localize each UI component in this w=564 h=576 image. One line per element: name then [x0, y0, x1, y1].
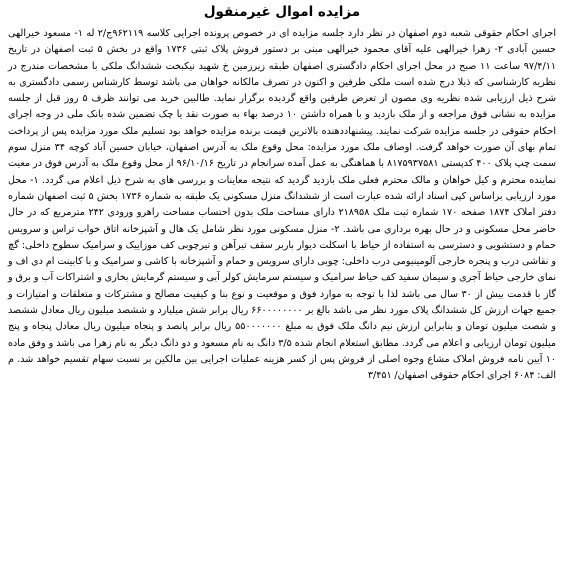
notice-item-2: ۲- منزل مسکونی مورد نظر شامل یک هال و آشپزخانه اتاق خواب تراس و سرویس حمام و دستشویی و دسترسی به استفاده از حیاط با اسکلت دیوار باربر سقف تیرآهن و تیرچوبی کف موزاییک و سرامیک سطوح داخلی: گچ و نقاشی درب و پنجره خارجی آلومینیومی درب داخلی: چوبی دارای سرویس و حمام و آشپزخانه با کاشی و سرامیک و با کابینت ام دی اف و نمای خارجی حیاط آجری و سیمان سفید کف حیاط سرامیک و سیستم سرمایش کولر آبی و سیستم گرمایش بخاری و اشتراکات آب و برق و گاز با قدمت بیش از ۳۰ سال می باشد لذا با توجه به موارد فوق و موقعیت و نوع بنا و کیفیت مصالح و مشترکات و متعلقات و امتیازات و جمیع جهات ارزش کل ششدانگ پلاک مورد نظر می باشد بالغ بر ۶۶۰۰۰۰۰۰۰۰ ریال برابر شش میلیارد و ششصد میلیون ریال معادل ششصد و شصت میلیون تومان و بنابراین ارزش نیم دانگ ملک فوق به مبلغ ۵۵۰۰۰۰۰۰۰ ریال برابر پانصد و پنجاه میلیون ریال معادل پنجاه و پنج میلیون تومان ارزیابی و اعلام می گردد. مطابق استعلام انجام شده ۳/۵ دانگ به نام مسعود و دو دانگ دیگر به نام زهرا می باشد و وفق ماده ۱۰ آیین نامه فروش املاک مشاع وجوه اصلی از فروش پس از کسر هزینه عملیات اجرایی بین مالکین بر نسبت سهام تقسیم خواهد شد. م الف: ۶۰۸۴ اجرای احکام حقوقی اصفهان/ ۳/۴۵۱: [8, 223, 557, 382]
auction-notice: [8, 2, 556, 574]
notice-body: [8, 26, 556, 385]
notice-intro-paragraph: اجرای احکام حقوقی شعبه دوم اصفهان در نظر دارد جلسه مزایده ای در خصوص پرونده اجرایی کلاسه ۹۶۲۱۱۹ج/۲ له ۱- مسعود خیرالهی حسین آبادی ۲- زهرا خیرالهی علیه آقای محمود خیرالهی مبنی بر دستور فروش پلاک ثبتی ۱۷۳۶ واقع در بخش ۵ ثبت اصفهان در تاریخ ۹۷/۴/۱۱ ساعت ۱۱ صبح در محل اجرای احکام دادگستری اصفهان طبقه زیرزمین خ شهید نیکبخت ششدانگ ملکی با مشخصات مندرج در نظریه کارشناسی که ذیلا درج شده است ملکی طرفین و اکنون در تصرف مالکانه خواهان می باشد توسط کارشناس رسمی دادگستری به شرح ذیل ارزیابی شده نظریه وی مصون از تعرض طرفین واقع گردیده برگزار نماید. طالبین خرید می توانند ظرف ۵ روز قبل از جلسه مزایده به نشانی فوق مراجعه و از ملک بازدید و با همراه داشتن ۱۰ درصد بهاء به صورت نقد یا چک تضمین شده بانک ملی در وجه اجرای احکام حقوقی در جلسه مزایده شرکت نمایند. پیشنهاددهنده بالاترین قیمت برنده مزایده خواهد بود تسلیم ملک مورد مزایده پس از پرداخت تمام بهای آن صورت خواهد گرفت. اوصاف ملک مورد مزایده: محل وقوع ملک به آدرس اصفهان، خیابان حسین آباد کوچه ۳۴ منزل سوم سمت چپ پلاک ۴۰۰ کدپستی ۸۱۷۵۹۳۷۵۸۱ با هماهنگی به عمل آمده سرانجام در تاریخ ۹۶/۱۰/۱۶ از محل وقوع ملک به آدرس فوق در معیت نماینده محترم و کیل خواهان و مالک محترم فعلی ملک بازدید گردید که نتیجه معاینات و بررسی های به شرح ذیل اعلام می گردد.: [8, 28, 557, 186]
notice-item-1: ۱- محل مورد ارزیابی براساس کپی اسناد ارائه شده عبارت است از ششدانگ منزل مسکونی یک طبقه به شماره ۱۷۳۶ بخش ۵ ثبت اصفهان شماره دفتر املاک ۱۸۷۴ صفحه ۱۷۰ شماره ثبت ملک ۲۱۸۹۵۸ دارای مساحت ملک بدون احتساب مساحت راهرو ورودی ۲۴۲ مترمربع که در حال حاضر محل مسکونی و در حال بهره برداری می باشد.: [8, 174, 557, 235]
notice-title: مزایده اموال غیرمنقول: [203, 4, 361, 20]
